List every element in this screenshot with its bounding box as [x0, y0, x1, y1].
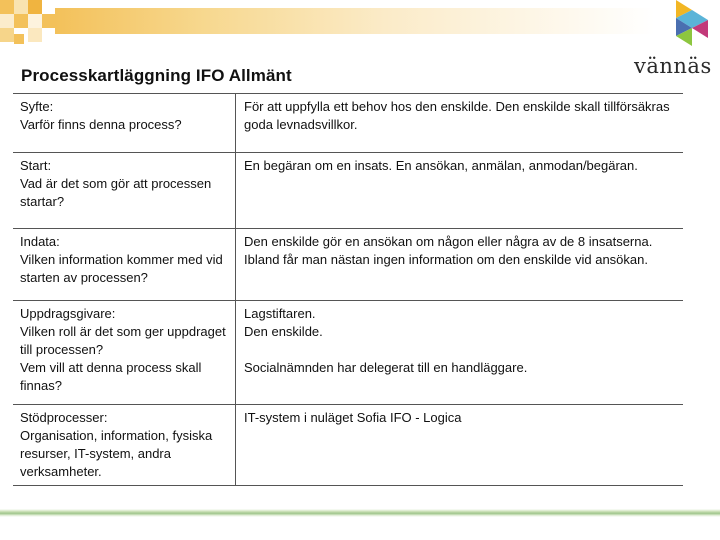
table-row — [13, 301, 683, 405]
row-answer: IT-system i nuläget Sofia IFO - Logica — [244, 410, 462, 425]
table-row — [13, 405, 683, 485]
row-answer: Lagstiftaren. — [244, 306, 316, 321]
logo-text: vännäs — [634, 54, 712, 78]
top-gradient-bar — [55, 8, 655, 34]
row-question: Vilken information kommer med vid starten av processen? — [20, 252, 223, 285]
row-label-cell — [13, 153, 236, 228]
row-label-cell — [13, 94, 236, 152]
row-question: Vad är det som gör att processen startar? — [20, 176, 212, 209]
row-answer-2: Den enskilde. — [244, 324, 323, 339]
row-answer-cell — [236, 229, 683, 300]
row-heading: Start: — [20, 158, 52, 173]
row-answer-3: Socialnämnden har delegerat till en handläggare. — [244, 360, 528, 375]
process-table — [13, 93, 683, 486]
row-question: Varför finns denna process? — [20, 117, 182, 132]
row-label-cell — [13, 405, 236, 485]
row-heading: Syfte: — [20, 99, 54, 114]
decor-square — [14, 0, 28, 14]
top-decoration — [0, 0, 720, 48]
page-title: Processkartläggning IFO Allmänt — [21, 66, 292, 85]
row-question-2: Vem vill att denna process skall finnas? — [20, 360, 202, 393]
decor-square — [14, 34, 24, 44]
bottom-decoration — [0, 509, 720, 517]
row-answer-cell — [236, 94, 683, 152]
table-row — [13, 153, 683, 229]
decor-square — [14, 14, 28, 28]
decor-square — [28, 0, 42, 14]
row-heading: Stödprocesser: — [20, 410, 108, 425]
row-answer: För att uppfylla ett behov hos den enskilde. Den enskilde skall tillförsäkras goda levnadsvillkor. — [244, 99, 670, 132]
row-label-cell — [13, 229, 236, 300]
row-label-cell — [13, 301, 236, 404]
row-answer-cell — [236, 301, 683, 404]
table-row — [13, 229, 683, 301]
row-heading: Uppdragsgivare: — [20, 306, 116, 321]
decor-square — [28, 14, 42, 28]
row-question: Vilken roll är det som ger uppdraget till processen? — [20, 324, 226, 357]
decor-square — [0, 0, 14, 14]
decor-square — [42, 14, 56, 28]
row-answer: Den enskilde gör en ansökan om någon eller några av de 8 insatserna. Ibland får man nästan ingen information om den enskilde vid ansökan. — [244, 234, 653, 267]
decor-square — [0, 14, 14, 28]
row-question: Organisation, information, fysiska resurser, IT-system, andra verksamheter. — [20, 428, 213, 479]
row-answer-cell — [236, 153, 683, 228]
row-answer: En begäran om en insats. En ansökan, anmälan, anmodan/begäran. — [244, 158, 638, 173]
decor-square — [28, 28, 42, 42]
row-heading: Indata: — [20, 234, 60, 249]
table-row — [13, 94, 683, 153]
decor-square — [0, 28, 14, 42]
row-answer-cell — [236, 405, 683, 485]
